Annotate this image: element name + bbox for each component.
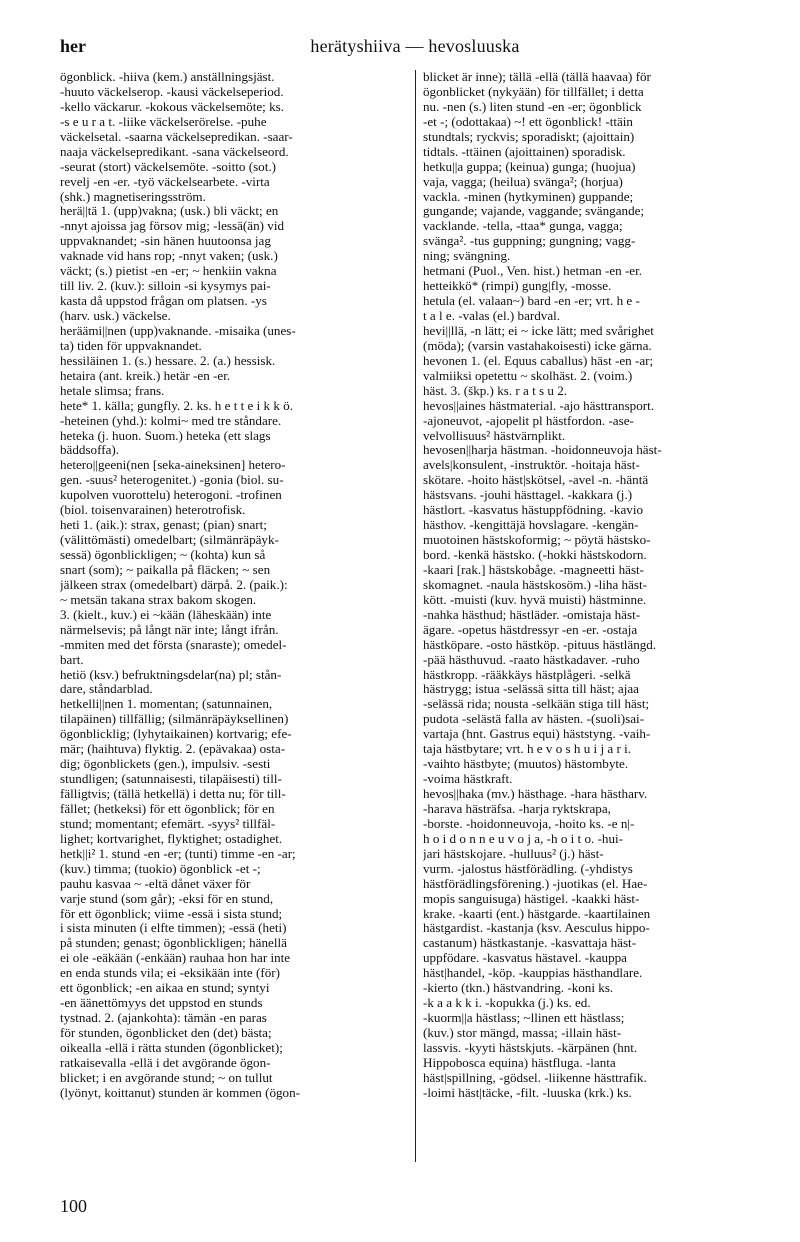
text-line: -heteinen (yhd.): kolmi~ med tre ståndare. xyxy=(60,413,282,428)
text-line: (möda); (varsin vastahakoisesti) icke gärna. xyxy=(423,338,652,353)
text-line: ögonblicket (nykyään) för tillfället; i detta xyxy=(423,84,644,99)
text-line: -kaari [rak.] hästskobåge. -magneetti häst- xyxy=(423,562,645,577)
text-line: hevos||aines hästmaterial. -ajo hästtransport. xyxy=(423,398,655,413)
text-line: hästhov. -kengittäjä hovslagare. -kengän- xyxy=(423,518,639,533)
text-line: hästköpare. -osto hästköp. -pituus hästlängd. xyxy=(423,637,657,652)
text-line: velvollisuus² hästvärnplikt. xyxy=(423,428,566,443)
text-line: blicket är inne); tällä -ellä (tällä haavaa) för xyxy=(423,70,651,84)
text-line: mär; (haihtuva) flyktig. 2. (epävakaa) osta- xyxy=(60,742,286,757)
text-line: kupolven vuorottelu) heterogoni. -trofinen xyxy=(60,488,282,503)
text-line: dig; ögonblickets (gen.), impulsiv. -sesti xyxy=(60,757,271,772)
text-line: skötare. -hoito häst|skötsel, -avel -n. -häntä xyxy=(423,473,649,488)
text-line: nu. -nen (s.) liten stund -en -er; ögonblick xyxy=(423,99,642,114)
text-line: hete* 1. källa; gungfly. 2. ks. h e t t e i k k ö. xyxy=(60,398,293,413)
text-line: för ett ögonblick; viime -essä i sista stund; xyxy=(60,906,283,921)
text-line: vurm. -jalostus hästförädling. (-yhdistys xyxy=(423,861,633,876)
text-line: sessä) ögonblickligen; ~ (kohta) kun så xyxy=(60,548,266,562)
text-line: -seurat (stort) väckelsemöte. -soitto (sot.) xyxy=(60,159,276,174)
text-line: varje stund (som går); -eksi för en stund, xyxy=(60,891,274,906)
text-line: häst. 3. (škp.) ks. r a t s u 2. xyxy=(423,383,568,398)
text-line: hetkelli||nen 1. momentan; (satunnainen, xyxy=(60,697,273,712)
text-line: t a l e. -valas (el.) bardval. xyxy=(423,309,561,323)
text-line: ning; svängning. xyxy=(423,249,511,264)
text-line: hevosen||harja hästman. -hoidonneuvoja häst- xyxy=(423,443,662,458)
text-line: -selässä rida; nousta -selkään stiga till häst; xyxy=(423,697,650,712)
text-line: hästrygg; istua -selässä sitta till häst; ajaa xyxy=(423,682,639,697)
text-line: hessiläinen 1. (s.) hessare. 2. (a.) hessisk. xyxy=(60,353,276,368)
text-line: svänga². -tus guppning; gungning; vagg- xyxy=(423,234,636,249)
text-line: (välittömästi) omedelbart; (silmänräpäyk- xyxy=(60,533,279,548)
text-line: hästkropp. -rääkkäys hästplågeri. -selkä xyxy=(423,667,631,682)
text-line: -kuorm||a hästlass; ~llinen ett hästlass; xyxy=(423,1011,625,1026)
text-line: ta) tiden för uppvaknandet. xyxy=(60,338,202,353)
column-divider xyxy=(415,70,416,1162)
text-line: (lyönyt, koittanut) stunden är kommen (ögon- xyxy=(60,1085,301,1100)
right-column xyxy=(423,70,766,1101)
text-line: hetiö (ksv.) befruktningsdelar(na) pl; stån- xyxy=(60,667,282,682)
text-line: hevos||haka (mv.) hästhage. -hara hästharv. xyxy=(423,787,648,801)
text-line: uppfödare. -kasvatus hästavel. -kauppa xyxy=(423,951,627,966)
text-line: hästgardist. -kastanja (ksv. Aesculus hippo- xyxy=(423,921,650,936)
text-line: lassvis. -kyyti hästskjuts. -kärpänen (hnt. xyxy=(423,1040,638,1055)
text-line: hetula (el. valaan~) bard -en -er; vrt. h e - xyxy=(423,294,640,309)
text-line: oikealla -ellä i rätta stunden (ögonblicket); xyxy=(60,1040,283,1055)
text-line: ögonblicklig; (lyhytaikainen) kortvarig; efe- xyxy=(60,727,292,742)
text-line: valmiiksi opetettu ~ skolhäst. 2. (voim.) xyxy=(423,368,633,383)
text-line: i sista minuten (i elfte timmen); -essä (heti) xyxy=(60,921,287,936)
text-line: ~ metsän takana strax bakom skogen. xyxy=(60,592,257,607)
text-line: lighet; kortvarighet, flyktighet; ostadighet. xyxy=(60,831,283,846)
text-line: tystnad. 2. (ajankohta): tämän -en paras xyxy=(60,1011,267,1026)
text-line: -huuto väckelserop. -kausi väckelseperiod. xyxy=(60,84,284,99)
text-line: jälkeen strax (omedelbart) därpå. 2. (paik.): xyxy=(60,577,288,592)
text-line: ratkaisevalla -ellä i det avgörande ögon- xyxy=(60,1055,271,1070)
text-line: -kello väckarur. -kokous väckelsemöte; ks. xyxy=(60,99,284,114)
text-line: bäddsoffa). xyxy=(60,443,120,458)
text-line: hevi||llä, -n lätt; ei ~ icke lätt; med svårighet xyxy=(423,323,654,338)
text-line: till liv. 2. (kuv.): silloin -si kysymys pai- xyxy=(60,279,271,294)
text-line: revelj -en -er. -työ väckelsearbete. -virta xyxy=(60,174,270,189)
text-line: vartaja (hnt. Gastrus equi) häststyng. -vaih- xyxy=(423,727,651,742)
text-line: vaja, vagga; (heilua) svänga²; (horjua) xyxy=(423,174,623,189)
text-line: snart (som); ~ paikalla på fläcken; ~ sen xyxy=(60,562,271,577)
text-line: (harv. usk.) väckelse. xyxy=(60,309,171,323)
text-line: muotoinen hästskoformig; ~ pöytä hästsko- xyxy=(423,533,651,548)
text-line: (kuv.) stor mängd, massa; -illain häst- xyxy=(423,1026,622,1040)
text-line: häst|spillning, -gödsel. -liikenne hästtrafik. xyxy=(423,1070,647,1085)
text-line: tilapäinen) tillfällig; (silmänräpäyksellinen) xyxy=(60,712,289,727)
text-line: avels|konsulent, -instruktör. -hoitaja häst- xyxy=(423,458,640,473)
text-line: uppvaknandet; -sin hänen huutoonsa jag xyxy=(60,234,271,249)
text-line: naaja väckelsepredikant. -sana väckelseord. xyxy=(60,144,289,159)
text-line: -nnyt ajoissa jag försov mig; -lessä(än) vid xyxy=(60,219,285,234)
text-line: väckt; (s.) pietist -en -er; ~ henkiin vakna xyxy=(60,264,277,279)
text-line: kasta då uppstod frågan om platsen. -ys xyxy=(60,294,267,309)
text-line: närmelsevis; på långt när inte; långt ifrån. xyxy=(60,622,279,637)
text-line: 3. (kielt., kuv.) ei ~kään (läheskään) inte xyxy=(60,607,272,622)
text-line: stundtals; ryckvis; sporadiskt; (ajoittain) xyxy=(423,129,635,144)
text-line: heräämi||nen (upp)vaknande. -misaika (unes- xyxy=(60,323,296,338)
text-line: vacklande. -tella, -ttaa* gunga, vagga; xyxy=(423,219,623,234)
text-line: -borste. -hoidonneuvoja, -hoito ks. -e n|- xyxy=(423,816,635,831)
page-header xyxy=(60,36,770,58)
text-line: -k a a k k i. -kopukka (j.) ks. ed. xyxy=(423,996,591,1011)
text-line: ei ole -eäkään (-enkään) rauhaa hon har inte xyxy=(60,951,291,966)
text-line: ett ögonblick; -en aikaa en stund; syntyi xyxy=(60,981,270,996)
text-line: pauhu kasvaa ~ -eltä dånet växer för xyxy=(60,876,251,891)
text-line: vaknade vid hans rop; -nnyt vaken; (usk.) xyxy=(60,249,278,264)
text-line: -kierto (tkn.) hästvandring. -koni ks. xyxy=(423,981,614,996)
text-line: ögonblick. -hiiva (kem.) anställningsjäst. xyxy=(60,70,275,84)
text-line: blicket; i en avgörande stund; ~ on tullut xyxy=(60,1070,273,1085)
left-column xyxy=(60,70,412,1101)
text-line: hevonen 1. (el. Equus caballus) häst -en -ar; xyxy=(423,353,654,368)
text-line: bart. xyxy=(60,652,84,667)
text-line: ägare. -opetus hästdressyr -en -er. -ostaja xyxy=(423,622,638,637)
text-line: pudota -selästä falla av hästen. -(suoli)sai- xyxy=(423,712,645,727)
text-line: heteka (j. huon. Suom.) heteka (ett slags xyxy=(60,428,271,443)
text-line: gungande; vajande, vaggande; svängande; xyxy=(423,204,645,219)
text-line: -nahka hästhud; hästläder. -omistaja häst- xyxy=(423,607,641,622)
text-line: hetmani (Puol., Ven. hist.) hetman -en -er. xyxy=(423,264,643,279)
text-line: taja hästbytare; vrt. h e v o s h u i j a r i. xyxy=(423,742,631,757)
text-line: Hippobosca equina) hästfluga. -lanta xyxy=(423,1055,616,1070)
text-line: skomagnet. -naula hästskosöm.) -liha häst- xyxy=(423,577,648,592)
text-line: heti 1. (aik.): strax, genast; (pian) snart; xyxy=(60,518,267,533)
text-line: hetaira (ant. kreik.) hetär -en -er. xyxy=(60,368,231,383)
text-line: en enda stunds vila; ei -eksikään inte (för) xyxy=(60,966,280,981)
text-line: castanum) hästkastanje. -kasvattaja häst- xyxy=(423,936,637,951)
text-line: bord. -kenkä hästsko. (-hokki hästskodorn. xyxy=(423,548,647,562)
text-line: hästförädlingsförening.) -juotikas (el. Hae- xyxy=(423,876,648,891)
text-line: hästlort. -kasvatus hästuppfödning. -kavio xyxy=(423,503,644,518)
text-line: -loimi häst|täcke, -filt. -luuska (krk.) ks. xyxy=(423,1085,632,1100)
text-line: (biol. toisenvarainen) heterotrofisk. xyxy=(60,503,246,518)
text-line: hetale slimsa; frans. xyxy=(60,383,165,398)
text-line: mopis sanguisuga) hästigel. -kaakki häst- xyxy=(423,891,640,906)
text-line: stundligen; (satunnaisesti, tilapäisesti) till- xyxy=(60,772,282,787)
text-line: hetero||geeni(nen [seka-aineksinen] hetero- xyxy=(60,458,286,473)
text-line: gen. -suus² heterogenitet.) -gonia (biol. su- xyxy=(60,473,284,488)
text-line: tidtals. -ttäinen (ajoittainen) sporadisk. xyxy=(423,144,626,159)
text-line: -s e u r a t. -liike väckelserörelse. -puhe xyxy=(60,114,267,129)
page-number: 100 xyxy=(60,1196,87,1216)
text-line: hetk||i² 1. stund -en -er; (tunti) timme -en -ar; xyxy=(60,846,296,861)
text-line: hästsvans. -jouhi hästtagel. -kakkara (j.) xyxy=(423,488,633,503)
text-line: häst|handel, -köp. -kauppias hästhandlare. xyxy=(423,966,643,981)
text-line: hetku||a guppa; (keinua) gunga; (huojua) xyxy=(423,159,636,174)
text-line: väckelsetal. -saarna väckelsepredikan. -saar- xyxy=(60,129,293,144)
text-line: jari hästskojare. -hulluus² (j.) häst- xyxy=(423,846,604,861)
text-line: h o i d o n n e u v o j a, -h o i t o. -hui- xyxy=(423,831,624,846)
text-line: krake. -kaarti (ent.) hästgarde. -kaartilainen xyxy=(423,906,651,921)
text-line: -ajoneuvot, -ajopelit pl hästfordon. -ase- xyxy=(423,413,634,428)
text-line: fället; (hetkeksi) för ett ögonblick; för en xyxy=(60,801,275,816)
text-line: -mmiten med det första (snaraste); omedel- xyxy=(60,637,287,652)
header-headword: her xyxy=(60,36,86,56)
text-line: kött. -muisti (kuv. hyvä muisti) hästminne. xyxy=(423,592,647,607)
text-line: (kuv.) timma; (tuokio) ögonblick -et -; xyxy=(60,861,261,876)
text-line: -et -; (odottakaa) ~! ett ögonblick! -ttäin xyxy=(423,114,633,129)
text-line: -en äänettömyys det uppstod en stunds xyxy=(60,996,263,1011)
text-line: -voima hästkraft. xyxy=(423,772,513,787)
text-line: herä||tä 1. (upp)vakna; (usk.) bli väckt; en xyxy=(60,204,279,219)
text-line: fälligtvis; (tällä hetkellä) i detta nu; för till- xyxy=(60,787,286,801)
text-line: på stunden; genast; ögonblickligen; hänellä xyxy=(60,936,287,951)
text-line: -pää hästhuvud. -raato hästkadaver. -ruho xyxy=(423,652,640,667)
text-line: för stunden, ögonblicket den (det) bästa; xyxy=(60,1026,272,1040)
header-range: herätyshiiva — hevosluuska xyxy=(310,36,520,56)
text-line: dare, ståndarblad. xyxy=(60,682,153,697)
text-line: (shk.) magnetiseringsström. xyxy=(60,189,206,204)
text-line: -vaihto hästbyte; (muutos) hästombyte. xyxy=(423,757,629,772)
text-line: stund; momentant; efemärt. -syys² tillfäl- xyxy=(60,816,276,831)
text-line: -harava hästräfsa. -harja ryktskrapa, xyxy=(423,801,611,816)
text-line: vackla. -minen (hytkyminen) guppande; xyxy=(423,189,634,204)
text-line: hetteikkö* (rimpi) gung|fly, -mosse. xyxy=(423,279,612,294)
